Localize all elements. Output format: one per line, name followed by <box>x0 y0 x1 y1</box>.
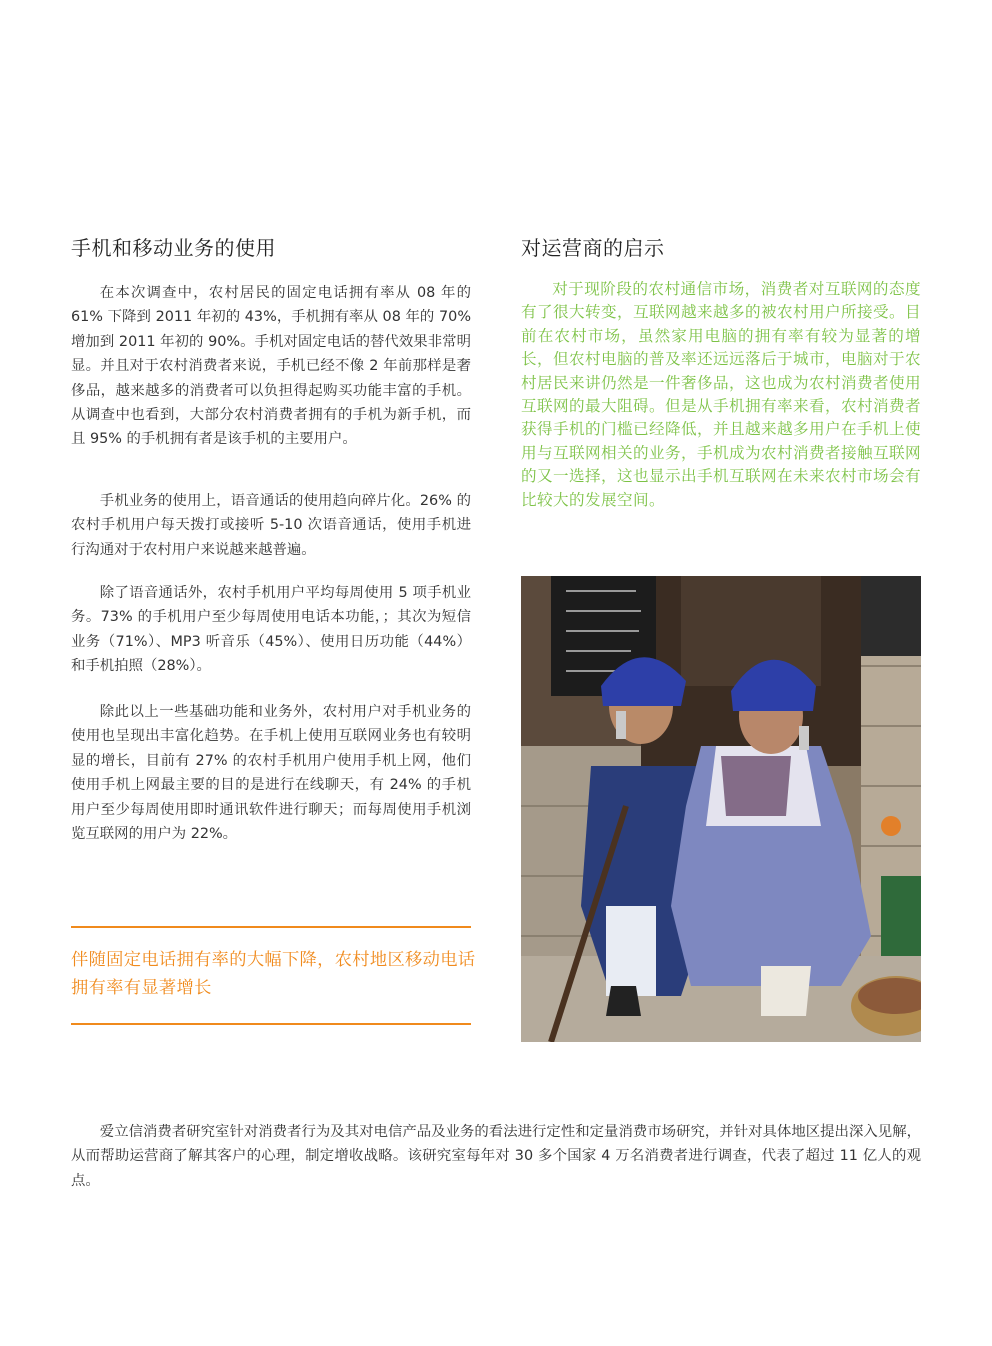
paragraph-voice-usage: 手机业务的使用上，语音通话的使用趋向碎片化。26% 的农村手机用户每天拨打或接听 5-10 次语音通话，使用手机进行沟通对于农村用户来说越来越普遍。 <box>71 493 471 558</box>
callout-bottom-rule <box>71 1023 471 1025</box>
section-heading-mobile-usage: 手机和移动业务的使用 <box>71 236 276 260</box>
paragraph-ownership: 在本次调查中，农村居民的固定电话拥有率从 08 年的 61% 下降到 2011 年初的 43%，手机拥有率从 08 年的 70% 增加到 2011 年初的 90%。手机对固定电话的替代效果非常明显。并且对于农村消费者来说，手机已经不像 2 年前那样是奢侈品，越来越多的消费者可以负担得起购买功能丰富的手机。从调查中也看到，大部分农村消费者拥有的手机为新手机，而且 95% 的手机拥有者是该手机的主要用户。 <box>71 285 471 448</box>
footer-about-consumerlab: 爱立信消费者研究室针对消费者行为及其对电信产品及业务的看法进行定性和定量消费市场研究，并针对具体地区提出深入见解，从而帮助运营商了解其客户的心理，制定增收战略。该研究室每年对 30 多个国家 4 万名消费者进行调查，代表了超过 11 亿人的观点。 <box>71 1124 921 1189</box>
paragraph-services: 除了语音通话外，农村手机用户平均每周使用 5 项手机业务。73% 的手机用户至少每周使用电话本功能，；其次为短信业务（71%）、MP3 听音乐（45%）、使用日历功能（44%）和手机拍照（28%）。 <box>71 585 471 675</box>
callout-top-rule <box>71 926 471 928</box>
callout-text: 伴随固定电话拥有率的大幅下降，农村地区移动电话拥有率有显著增长 <box>71 950 476 998</box>
photo-elderly-women-phones <box>521 576 921 1042</box>
paragraph-internet: 除此以上一些基础功能和业务外，农村用户对手机业务的使用也呈现出丰富化趋势。在手机上使用互联网业务也有较明显的增长，目前有 27% 的农村手机用户使用手机上网，他们使用手机上网最主要的目的是进行在线聊天，有 24% 的手机用户至少每周使用即时通讯软件进行聊天；而每周使用手机浏览互联网的用户为 22%。 <box>71 704 471 843</box>
paragraph-operator-insights: 对于现阶段的农村通信市场，消费者对互联网的态度有了很大转变，互联网越来越多的被农村用户所接受。目前在农村市场，虽然家用电脑的拥有率有较为显著的增长，但农村电脑的普及率还远远落后于城市，电脑对于农村居民来讲仍然是一件奢侈品，这也成为农村消费者使用互联网的最大阻碍。但是从手机拥有率来看，农村消费者获得手机的门槛已经降低，并且越来越多用户在手机上使用与互联网相关的业务，手机成为农村消费者接触互联网的又一选择，这也显示出手机互联网在未来农村市场会有比较大的发展空间。 <box>521 280 921 509</box>
section-heading-operator-insights: 对运营商的启示 <box>521 236 665 260</box>
